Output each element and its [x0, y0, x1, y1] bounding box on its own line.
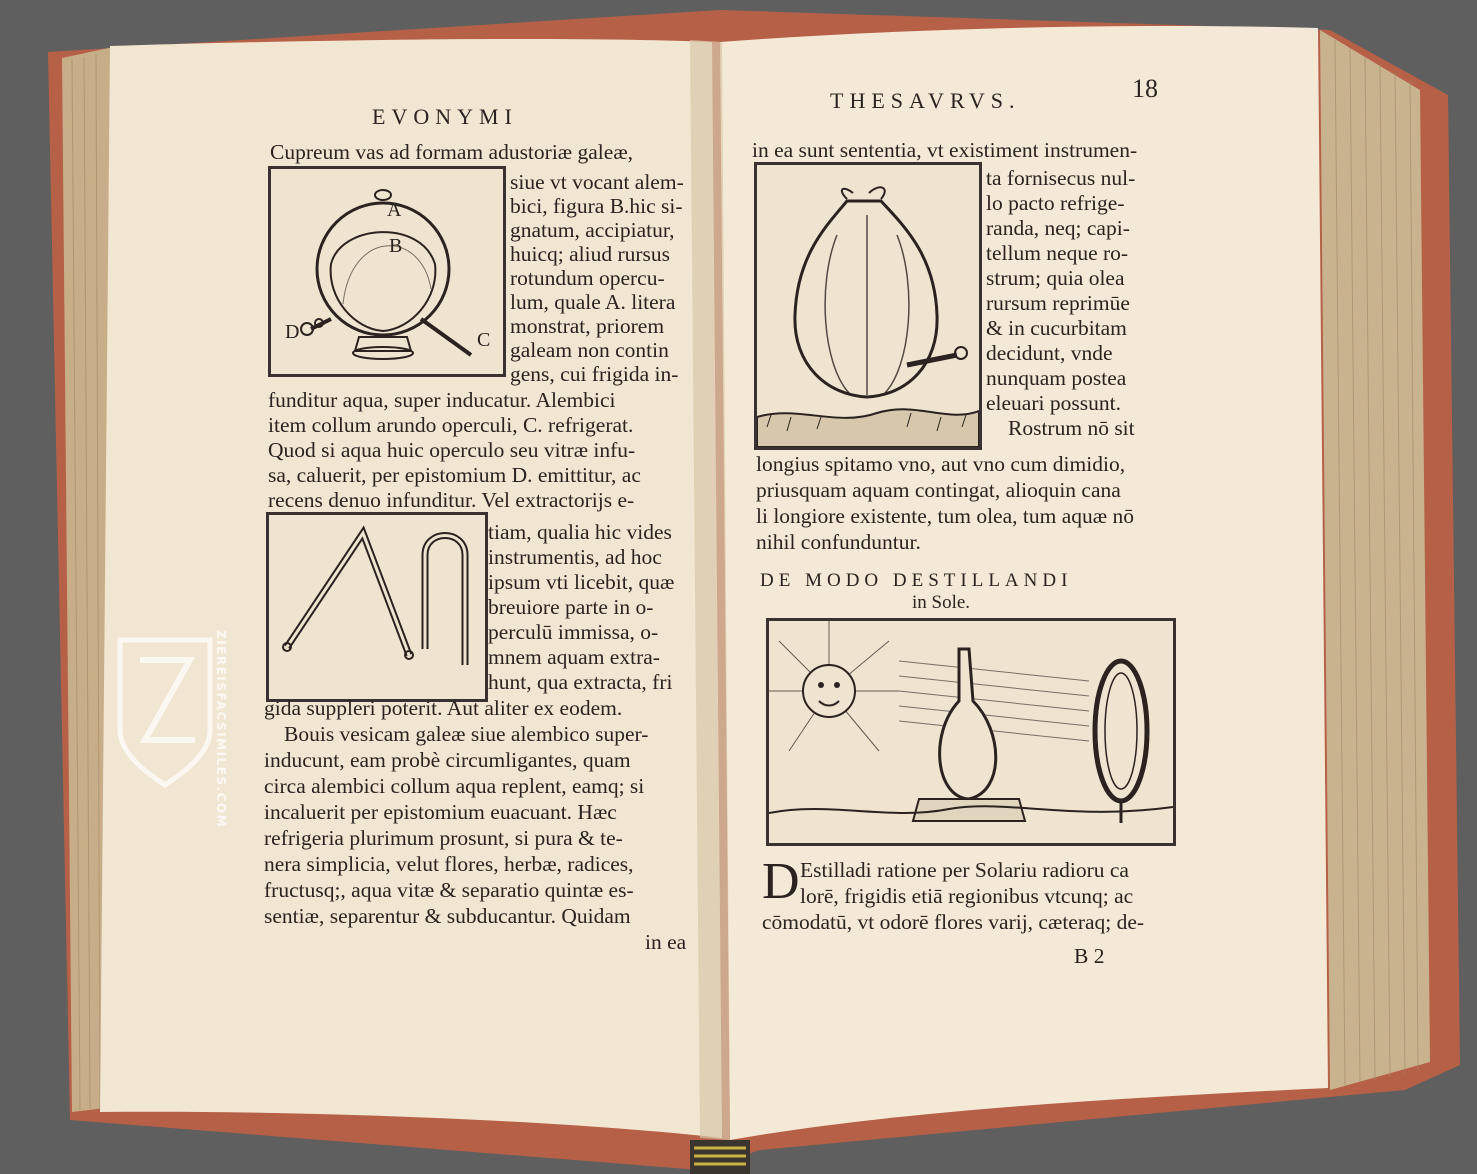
left-line: funditur aqua, super inducatur. Alembici	[268, 388, 616, 412]
left-line: gida suppleri poterit. Aut aliter ex eodem.	[264, 696, 623, 720]
left-line: item collum arundo operculi, C. refrigerat.	[268, 413, 634, 437]
right-line: in ea sunt sententia, vt existiment instrumen-	[752, 138, 1138, 162]
right-line: rursum reprimūe	[986, 291, 1130, 315]
right-line: lorē, frigidis etiā regionibus vtcunq; ac	[800, 884, 1134, 908]
section-subtitle: in Sole.	[912, 592, 971, 613]
left-line: sentiæ, separentur & subducantur. Quidam	[264, 904, 631, 928]
right-line: nihil confunduntur.	[756, 530, 921, 554]
right-line: lo pacto refrige-	[986, 191, 1125, 215]
left-line: lum, quale A. litera	[510, 290, 676, 314]
right-line: Estilladi ratione per Solariu radioru ca	[800, 858, 1129, 882]
signature-mark: B 2	[1074, 944, 1105, 968]
left-line: Bouis vesicam galeæ siue alembico super-	[284, 722, 649, 746]
left-line: breuiore parte in o-	[488, 595, 654, 619]
right-line: tellum neque ro-	[986, 241, 1129, 265]
left-line: gens, cui frigida in-	[510, 362, 679, 386]
left-line: bici, figura B.hic si-	[510, 194, 683, 218]
figure-letter-b: B	[389, 235, 403, 257]
right-line: & in cucurbitam	[986, 316, 1127, 340]
folio-number: 18	[1132, 74, 1158, 103]
left-line: inducunt, eam probè circumligantes, quam	[264, 748, 631, 772]
left-line: instrumentis, ad hoc	[488, 545, 662, 569]
right-line: Rostrum nō sit	[1008, 416, 1135, 440]
figure-letter-a: A	[387, 199, 402, 221]
left-line: siue vt vocant alem-	[510, 170, 684, 194]
left-running-head: EVONYMI	[372, 104, 518, 129]
left-line: Quod si aqua huic operculo seu vitræ infu-	[268, 438, 636, 462]
right-line: decidunt, vnde	[986, 341, 1113, 365]
drop-capital: D	[762, 853, 800, 910]
left-line: galeam non contin	[510, 338, 669, 362]
right-line: ta fornisecus nul-	[986, 166, 1136, 190]
figure-letter-d: D	[285, 321, 300, 343]
left-catchword: in ea	[645, 930, 687, 954]
right-line: li longiore existente, tum olea, tum aquæ nō	[756, 504, 1134, 528]
right-line: longius spitamo vno, aut vno cum dimidio,	[756, 452, 1126, 476]
figure-extractor-tubes-woodcut	[266, 512, 488, 702]
left-line: recens denuo infunditur. Vel extractorijs e-	[268, 488, 635, 512]
left-line: mnem aquam extra-	[488, 645, 660, 669]
left-line: fructusq;, aqua vitæ & separatio quintæ es-	[264, 878, 634, 902]
figure-alembic-woodcut	[268, 166, 506, 377]
left-line: monstrat, priorem	[510, 314, 665, 338]
right-line: cōmodatū, vt odorē flores varij, cæteraq; de-	[762, 910, 1145, 934]
left-line: incaluerit per epistomium euacuant. Hæc	[264, 800, 617, 824]
figure-letter-c: C	[477, 329, 491, 351]
left-line: perculū immissa, o-	[488, 620, 659, 644]
left-line: Cupreum vas ad formam adustoriæ galeæ,	[270, 140, 634, 164]
left-line: refrigeria plurimum prosunt, si pura & te-	[264, 826, 623, 850]
right-line: priusquam aquam contingat, alioquin cana	[756, 478, 1121, 502]
left-line: gnatum, accipiatur,	[510, 218, 675, 242]
right-line: eleuari possunt.	[986, 391, 1121, 415]
left-line: rotundum opercu-	[510, 266, 665, 290]
right-line: nunquam postea	[986, 366, 1127, 390]
figure-vessel-woodcut	[754, 162, 982, 450]
right-line: randa, neq; capi-	[986, 216, 1130, 240]
section-title: DE MODO DESTILLANDI	[760, 570, 1073, 591]
zeileis-logo-icon	[110, 620, 230, 790]
right-line: strum; quia olea	[986, 266, 1125, 290]
left-line: sa, caluerit, per epistomium D. emittitur, ac	[268, 463, 641, 487]
left-line: circa alembici collum aqua replent, eamq; si	[264, 774, 645, 798]
watermark-text: ZIEREISFACSIMILES.COM	[214, 630, 228, 829]
right-running-head: THESAVRVS.	[830, 88, 1021, 113]
left-line: nera simplicia, velut flores, herbæ, radices,	[264, 852, 634, 876]
left-line: hunt, qua extracta, fri	[488, 670, 673, 694]
left-line: ipsum vti licebit, quæ	[488, 570, 675, 594]
left-line: tiam, qualia hic vides	[488, 520, 672, 544]
left-line: huicq; aliud rursus	[510, 242, 671, 266]
figure-solar-distillation-woodcut	[766, 618, 1176, 846]
